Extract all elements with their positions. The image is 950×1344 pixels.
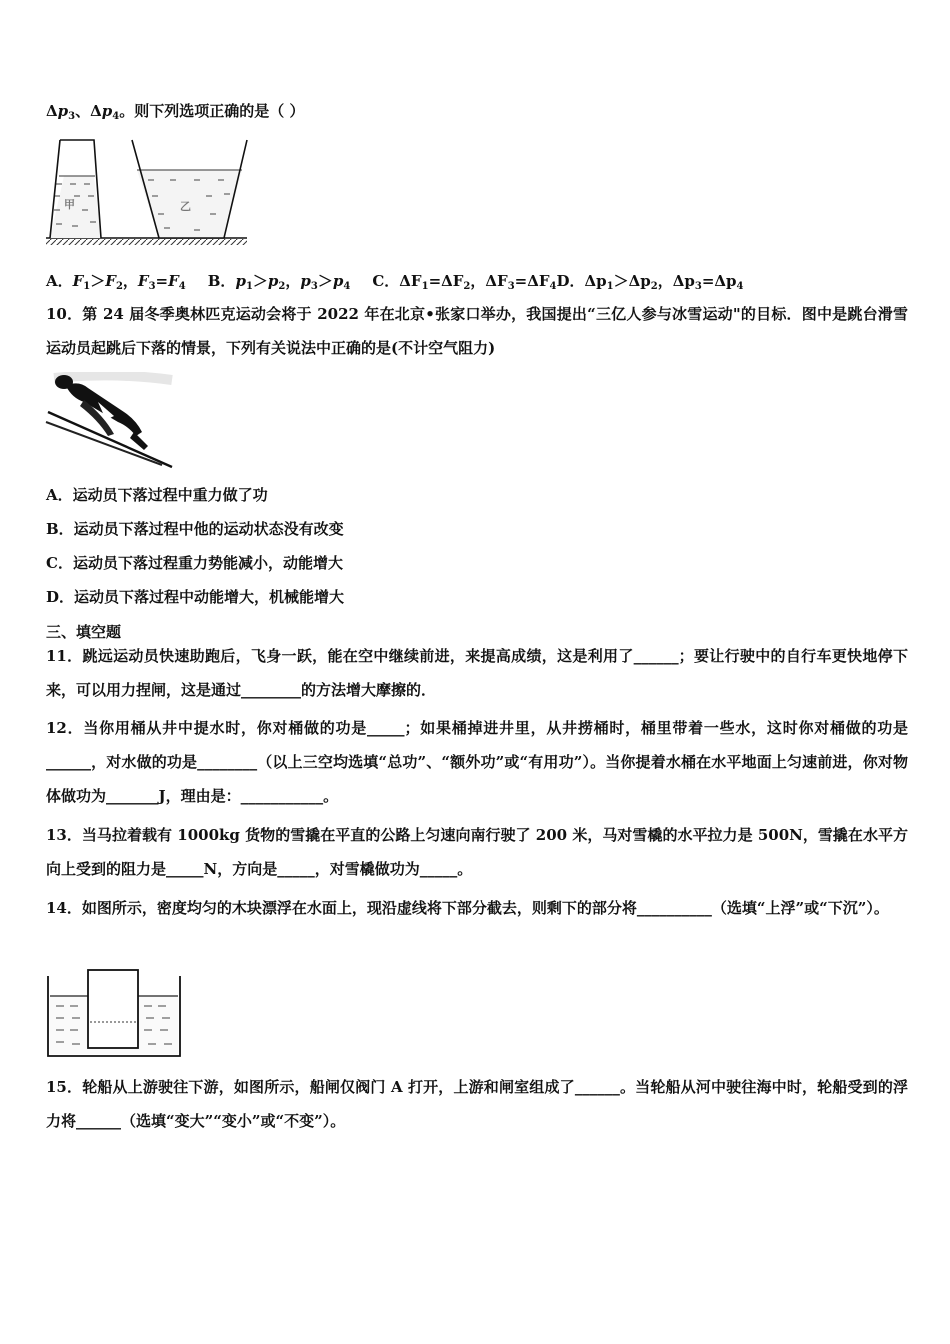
question-14: 14．如图所示，密度均匀的木块漂浮在水面上，现沿虚线将下部分截去，则剩下的部分将__________（选填“上浮”或“下沉”）。: [46, 899, 889, 917]
q9-options: [46, 271, 743, 297]
question-12: 12．当你用桶从井中提水时，你对桶做的功是_____；如果桶掉进井里，从井捞桶时，桶里带着一些水，这时你对桶做的功是______，对水做的功是________（以上三空均选填“总功”、“额外功”或“有用功”）。当你提着水桶在水平地面上匀速前进，你对物体做功为_______J，理由是：___________。: [46, 719, 908, 805]
q9-option-b: B．$p_1>p_2$，$p_3>p_4$: [207, 272, 351, 292]
beaker-jia-label: 甲: [64, 198, 75, 211]
q10-option-b: B．运动员下落过程中他的运动状态没有改变: [46, 520, 344, 538]
question-13: 13．当马拉着载有 1000kg 货物的雪撬在平直的公路上匀速向南行驶了 200 米，马对雪橇的水平拉力是 500N，雪撬在水平方向上受到的阻力是_____N，方向是_____，对雪橇做功为_____。: [46, 826, 908, 878]
q9-option-d: D．$\Delta p_1>\Delta p_2$，$\Delta p_3=\Delta p_4$: [556, 272, 744, 292]
question-11: 11．跳远运动员快速助跑后，飞身一跃，能在空中继续前进，来提高成绩，这是利用了______；要让行驶中的自行车更快地停下来，可以用力捏闸，这是通过________的方法增大摩擦的．: [46, 647, 908, 699]
q9-option-a: A．$F_1>F_2$，$F_3=F_4$: [46, 272, 186, 292]
beakers-figure: [44, 138, 250, 246]
section-heading: 三、填空题: [46, 623, 122, 641]
floating-block-figure: [44, 966, 184, 1060]
q10-option-d: D．运动员下落过程中动能增大，机械能增大: [46, 588, 345, 606]
question-15: 15．轮船从上游驶往下游，如图所示，船闸仅阀门 A 打开，上游和闸室组成了______。当轮船从河中驶往海中时，轮船受到的浮力将______（选填“变大”“变小”或“不变”）。: [46, 1078, 908, 1130]
q10-option-c: C．运动员下落过程重力势能减小，动能增大: [46, 554, 343, 572]
q9-option-c: C．$\Delta F_1=\Delta F_2$，$\Delta F_3=\Delta F_4$: [372, 272, 557, 292]
ski-jumper-figure: [44, 372, 176, 470]
beaker-jia-water: [50, 176, 101, 238]
q9-intro: $\Delta p_3$、$\Delta p_4$。则下列选项正确的是（ ）: [46, 102, 305, 122]
q10-option-a: A．运动员下落过程中重力做了功: [46, 486, 268, 504]
question-10: 10．第 24 届冬季奥林匹克运动会将于 2022 年在北京•张家口举办，我国提出“三亿人参与冰雪运动"的目标．图中是跳台滑雪运动员起跳后下落的情景，下列有关说法中正确的是(不计空气阻力): [46, 305, 908, 357]
wooden-block: [88, 970, 138, 1048]
beaker-yi-label: 乙: [180, 200, 191, 213]
